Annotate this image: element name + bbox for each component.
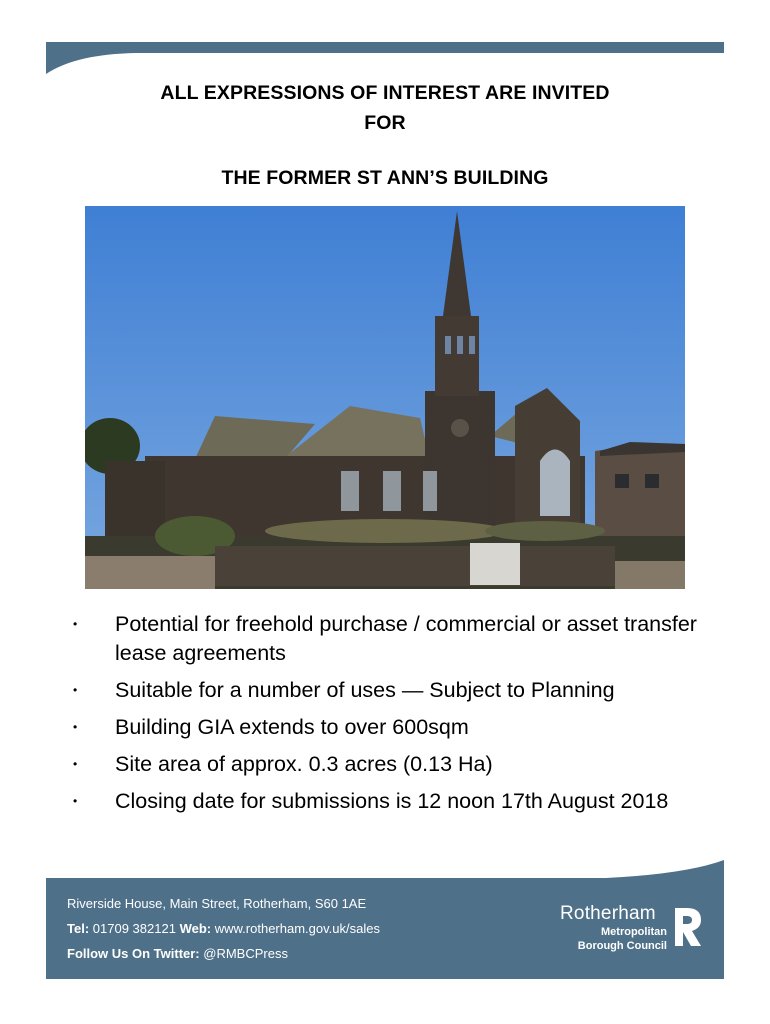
bullet-icon: •	[73, 794, 78, 808]
building-photo	[85, 206, 685, 589]
list-item-text: Suitable for a number of uses — Subject to Planning	[115, 678, 615, 702]
council-logo	[560, 903, 710, 953]
page-title: THE FORMER ST ANN’S BUILDING	[221, 167, 549, 189]
tel-number[interactable]: 01709 382121	[92, 921, 176, 936]
logo-subtitle-2: Borough Council	[577, 940, 667, 952]
list-item	[70, 713, 710, 742]
list-item	[70, 750, 710, 779]
list-item	[70, 676, 710, 705]
footer-address: Riverside House, Main Street, Rotherham, S60 1AE	[67, 896, 367, 911]
bullet-icon: •	[73, 617, 78, 631]
list-item-text: Building GIA extends to over 600sqm	[115, 715, 469, 739]
web-link[interactable]: www.rotherham.gov.uk/sales	[214, 921, 380, 936]
list-item-text: Closing date for submissions is 12 noon 17th August 2018	[115, 789, 669, 813]
top-banner-band	[46, 42, 724, 76]
footer	[46, 860, 724, 979]
logo-r-icon	[673, 906, 703, 948]
invitation-heading-line1: ALL EXPRESSIONS OF INTEREST ARE INVITED	[160, 82, 610, 104]
bullet-icon: •	[73, 683, 78, 697]
footer-contact	[67, 921, 380, 936]
logo-subtitle-1: Metropolitan	[601, 926, 667, 938]
invitation-heading-line2: FOR	[364, 112, 406, 134]
logo-name: Rotherham	[560, 903, 656, 924]
footer-twitter	[67, 946, 288, 961]
list-item-text: Potential for freehold purchase / commercial or asset transfer lease agreements	[115, 612, 697, 665]
twitter-handle[interactable]: @RMBCPress	[203, 946, 288, 961]
list-item-text: Site area of approx. 0.3 acres (0.13 Ha)	[115, 752, 493, 776]
bullet-icon: •	[73, 720, 78, 734]
tel-label: Tel:	[67, 921, 90, 936]
twitter-label: Follow Us On Twitter:	[67, 946, 200, 961]
list-item	[70, 610, 710, 668]
list-item	[70, 787, 710, 816]
feature-list	[70, 610, 710, 824]
web-label: Web:	[179, 921, 212, 936]
bullet-icon: •	[73, 757, 78, 771]
